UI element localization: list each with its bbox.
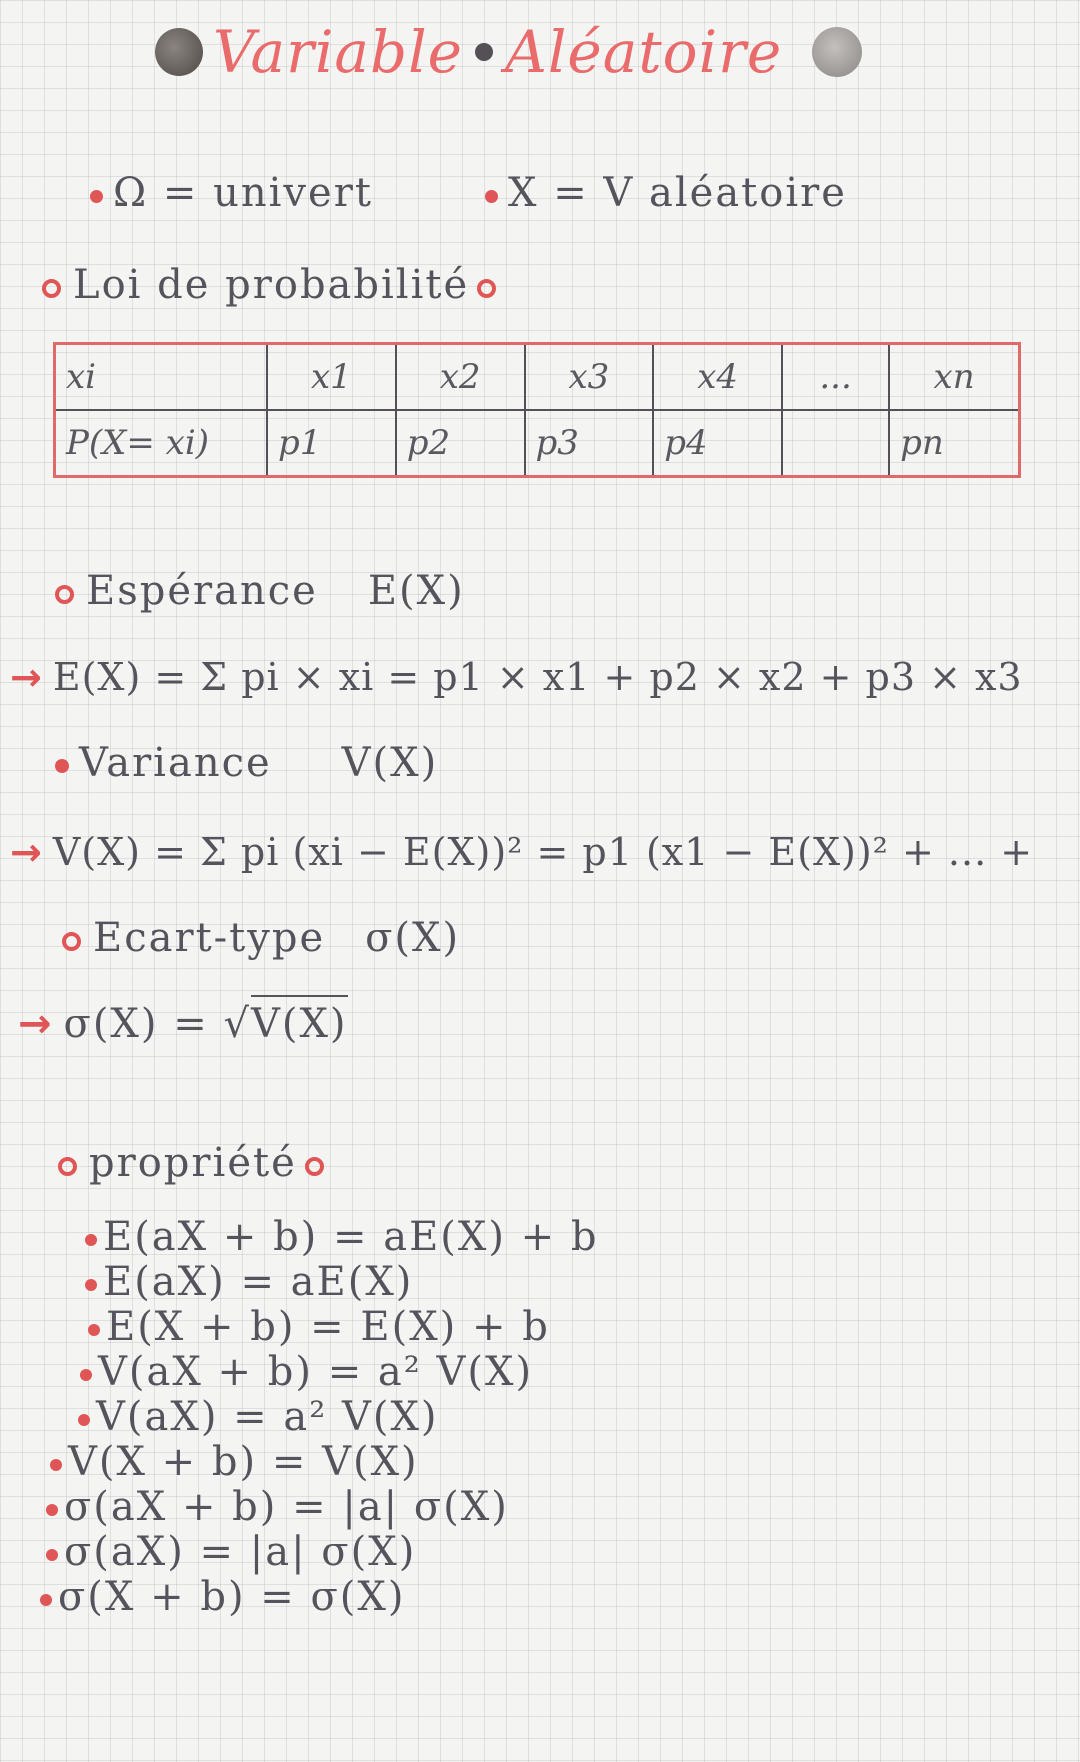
- bullet-dot-icon: [90, 190, 103, 203]
- list-item: [40, 1395, 599, 1440]
- property-text: E(aX) = aE(X): [103, 1259, 414, 1305]
- ring-bullet-icon: [305, 1157, 324, 1176]
- list-item: [40, 1485, 599, 1530]
- list-item: [40, 1215, 599, 1260]
- std-dev-radicand: V(X): [251, 995, 348, 1047]
- table-cell-x: x1: [267, 344, 396, 411]
- expectation-symbol: E(X): [367, 568, 465, 614]
- bullet-dot-icon: [85, 1279, 97, 1291]
- property-text: V(aX + b) = a² V(X): [98, 1349, 534, 1395]
- properties-list: [40, 1215, 599, 1620]
- table-cell-p: p1: [267, 410, 396, 477]
- std-dev-formula-left: σ(X) = √: [63, 1001, 251, 1047]
- property-text: E(aX + b) = aE(X) + b: [103, 1214, 599, 1260]
- table-cell-p: p4: [653, 410, 782, 477]
- expectation-heading: [55, 568, 465, 614]
- bullet-dot-icon: [46, 1504, 58, 1516]
- property-text: σ(aX + b) = |a| σ(X): [64, 1484, 509, 1530]
- variance-heading: [55, 740, 438, 786]
- title-separator-dot: [475, 43, 493, 61]
- variance-symbol: V(X): [341, 740, 439, 786]
- grey-circle-icon: [812, 27, 862, 77]
- list-item: [40, 1440, 599, 1485]
- ring-bullet-icon: [477, 279, 496, 298]
- table-header-xi: xi: [55, 344, 268, 411]
- definition-omega-text: Ω = univert: [113, 170, 373, 216]
- arrow-right-icon: →: [18, 1001, 54, 1047]
- table-cell-p: p3: [525, 410, 654, 477]
- law-heading: [42, 262, 496, 308]
- expectation-formula-text: E(X) = Σ pi × xi = p1 × x1 + p2 × x2 + p3 × x3: [52, 655, 1023, 699]
- property-text: E(X + b) = E(X) + b: [106, 1304, 550, 1350]
- std-dev-formula: [18, 995, 348, 1047]
- expectation-formula: [10, 655, 1023, 699]
- bullet-dot-icon: [485, 190, 498, 203]
- properties-heading-text: propriété: [89, 1140, 297, 1186]
- definition-x-text: X = V aléatoire: [508, 170, 847, 216]
- table-cell-p: p2: [396, 410, 525, 477]
- table-cell-x: ...: [782, 344, 889, 411]
- property-text: σ(aX) = |a| σ(X): [64, 1529, 417, 1575]
- table-cell-p: [782, 410, 889, 477]
- list-item: [40, 1305, 599, 1350]
- list-item: [40, 1575, 599, 1620]
- probability-law-table: [53, 342, 1021, 478]
- title-word-aleatoire: Aléatoire: [505, 18, 783, 86]
- definition-omega: [90, 170, 373, 216]
- bullet-dot-icon: [55, 759, 69, 773]
- table-cell-p: pn: [889, 410, 1019, 477]
- bullet-dot-icon: [40, 1594, 52, 1606]
- variance-formula-text: V(X) = Σ pi (xi − E(X))² = p1 (x1 − E(X))² + ... +: [52, 830, 1034, 874]
- table-header-p: P(X= xi): [55, 410, 268, 477]
- property-text: V(aX) = a² V(X): [96, 1394, 439, 1440]
- ring-bullet-icon: [58, 1157, 77, 1176]
- table-cell-x: x4: [653, 344, 782, 411]
- variance-formula: [10, 830, 1033, 874]
- table-row-p: [55, 410, 1020, 477]
- table-cell-x: x2: [396, 344, 525, 411]
- bullet-dot-icon: [78, 1414, 90, 1426]
- std-dev-heading-text: Ecart-type: [93, 915, 326, 961]
- ring-bullet-icon: [42, 279, 61, 298]
- bullet-dot-icon: [85, 1234, 97, 1246]
- arrow-right-icon: →: [10, 655, 43, 699]
- bullet-dot-icon: [80, 1369, 92, 1381]
- bullet-dot-icon: [88, 1324, 100, 1336]
- table-cell-x: xn: [889, 344, 1019, 411]
- property-text: σ(X + b) = σ(X): [58, 1574, 406, 1620]
- law-heading-text: Loi de probabilité: [73, 262, 470, 308]
- arrow-right-icon: →: [10, 830, 43, 874]
- dark-circle-icon: [155, 28, 203, 76]
- table-cell-x: x3: [525, 344, 654, 411]
- bullet-dot-icon: [46, 1549, 58, 1561]
- ring-bullet-icon: [62, 932, 81, 951]
- std-dev-heading: [62, 915, 460, 961]
- property-text: V(X + b) = V(X): [68, 1439, 419, 1485]
- variance-heading-text: Variance: [79, 740, 272, 786]
- std-dev-symbol: σ(X): [365, 915, 461, 961]
- ring-bullet-icon: [55, 585, 74, 604]
- definition-x: [485, 170, 847, 216]
- properties-heading: [58, 1140, 324, 1186]
- list-item: [40, 1350, 599, 1395]
- list-item: [40, 1530, 599, 1575]
- expectation-heading-text: Espérance: [86, 568, 318, 614]
- table-row-x: [55, 344, 1020, 411]
- title-word-variable: Variable: [213, 18, 463, 86]
- list-item: [40, 1260, 599, 1305]
- page-title: [155, 18, 862, 86]
- bullet-dot-icon: [50, 1459, 62, 1471]
